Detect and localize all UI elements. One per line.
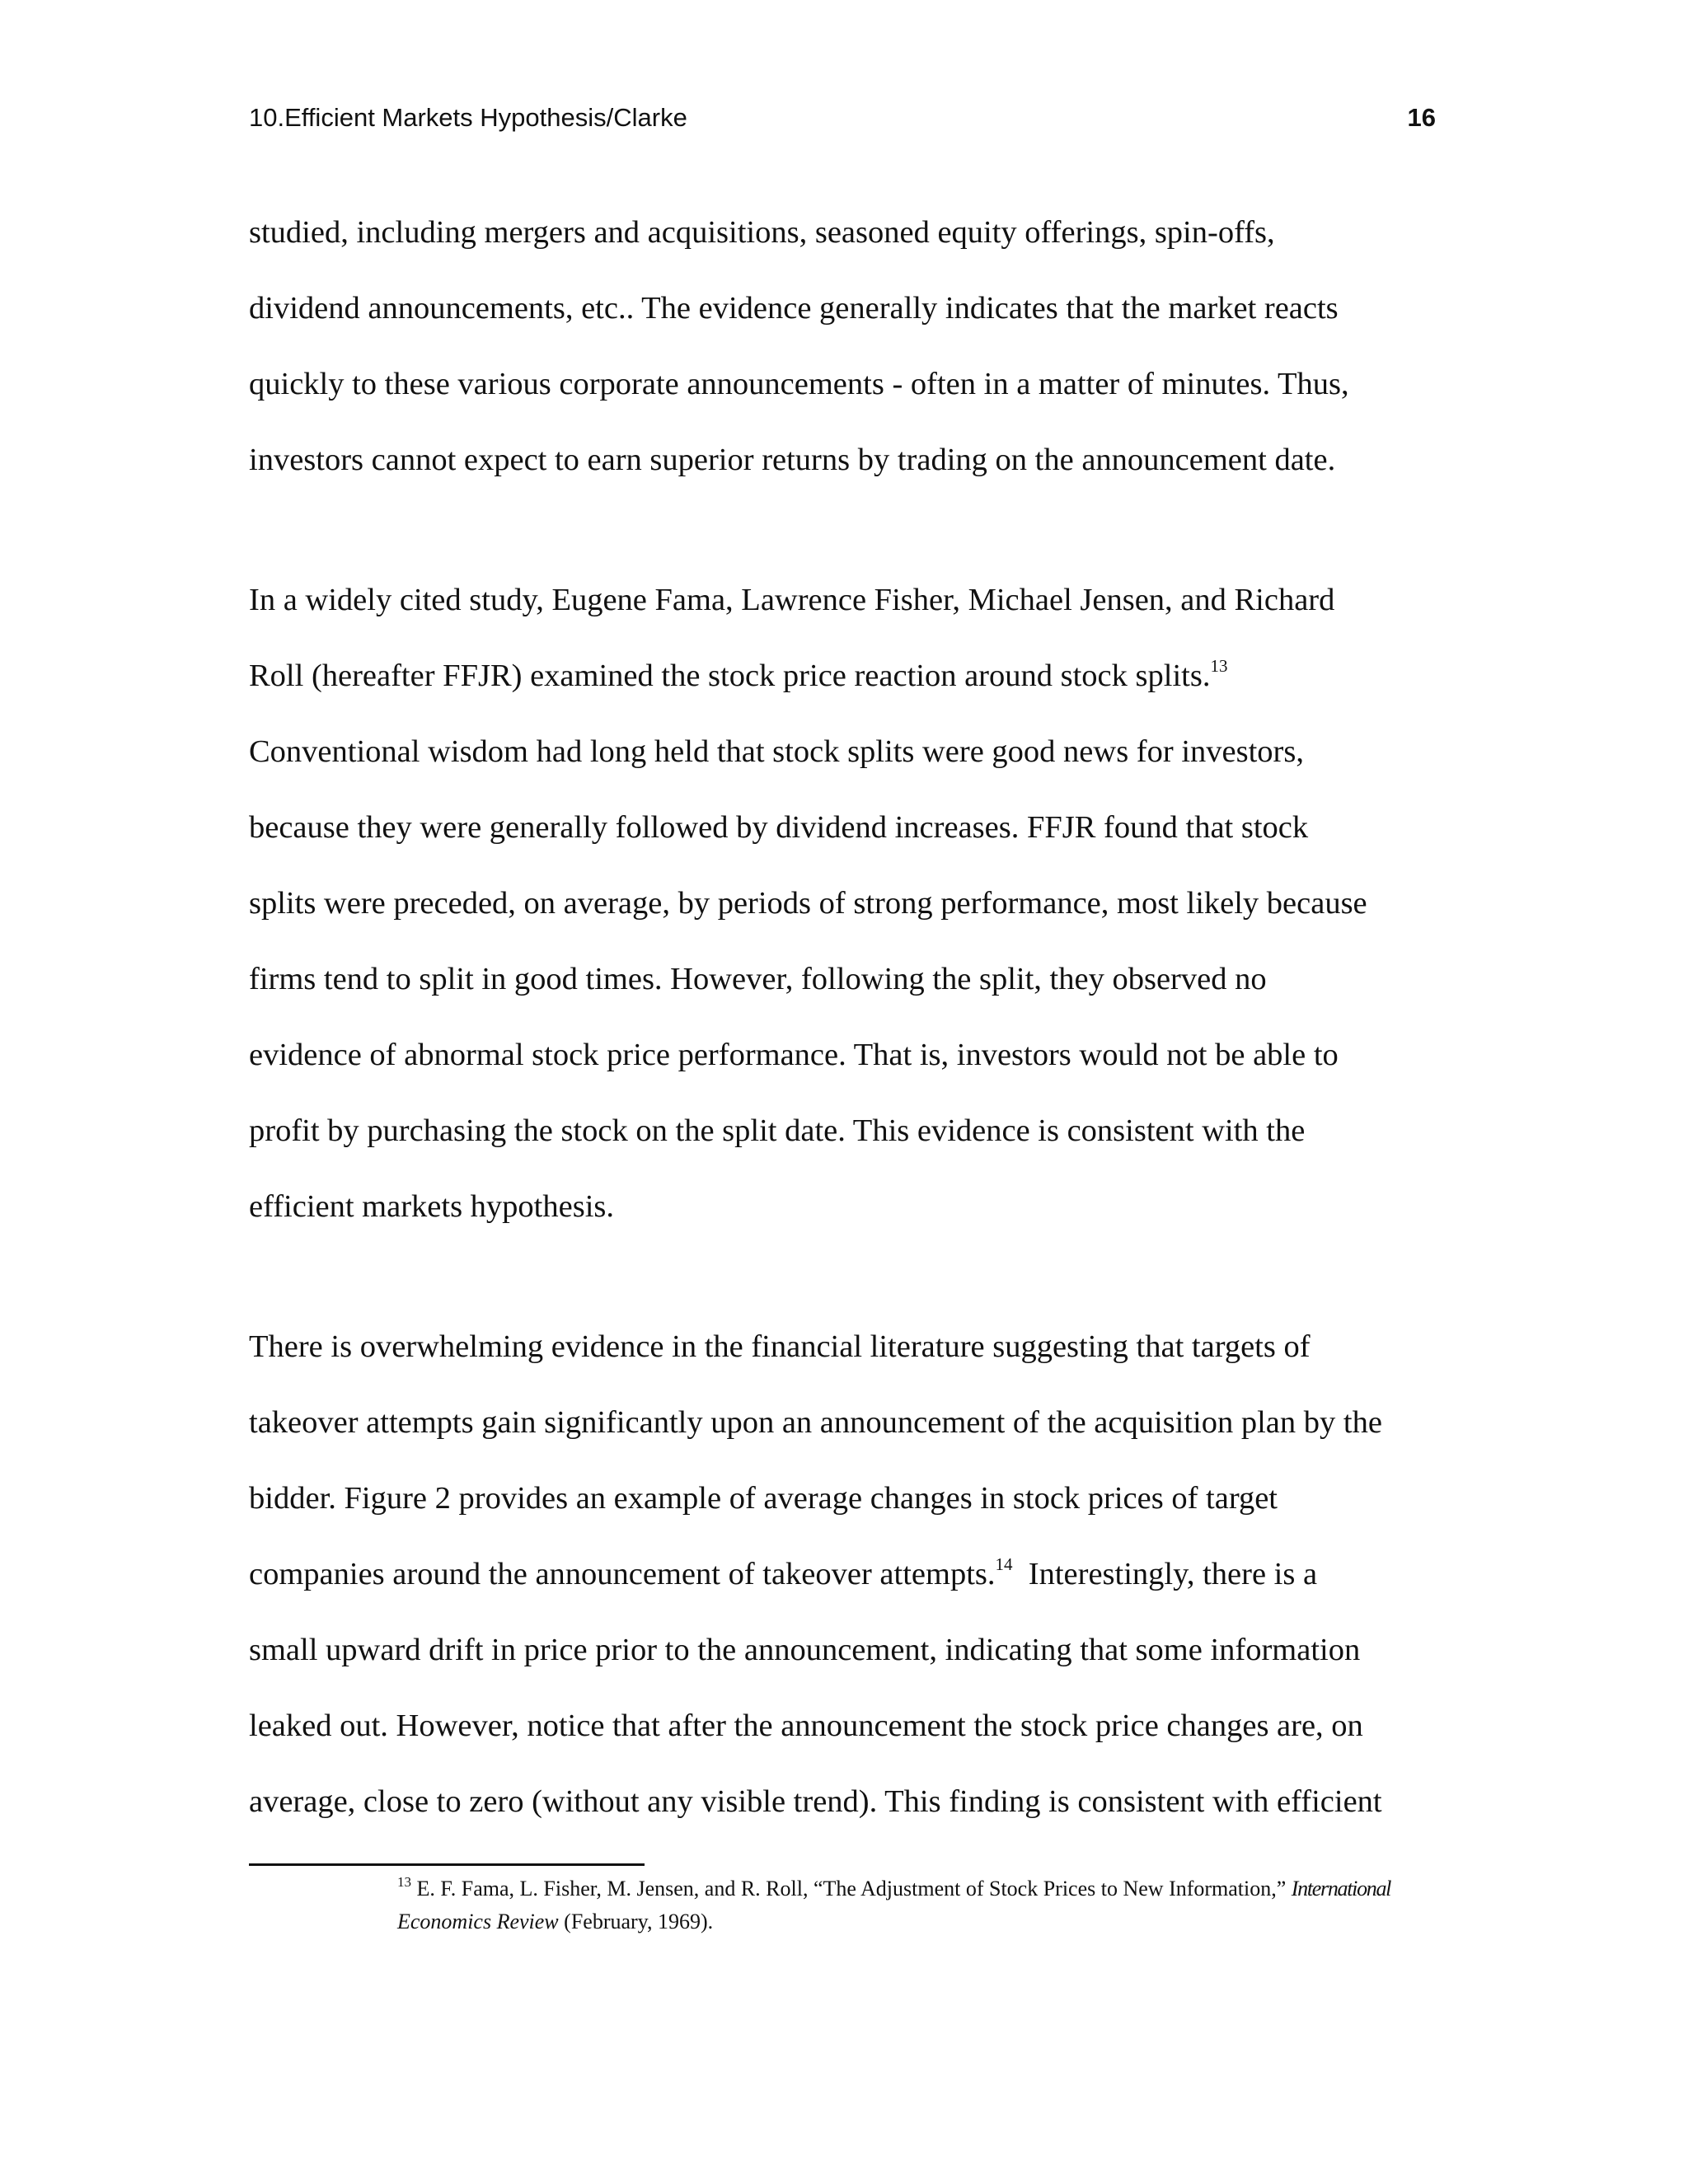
text-line: In a widely cited study, Eugene Fama, Lawrence Fisher, Michael Jensen, and Richard: [249, 583, 1335, 617]
footnote-details: (February, 1969).: [558, 1910, 714, 1933]
text-line: Conventional wisdom had long held that stock splits were good news for investors,: [249, 734, 1304, 769]
footnote-line: [397, 1905, 1436, 1938]
paragraph-2: [249, 562, 1419, 1244]
running-header: [249, 98, 1436, 138]
text-line: evidence of abnormal stock price performance. That is, investors would not be able to: [249, 1038, 1339, 1072]
text-line: because they were generally followed by dividend increases. FFJR found that stock: [249, 810, 1309, 845]
header-title: 10.Efficient Markets Hypothesis/Clarke: [249, 103, 687, 132]
paragraph-1: [249, 194, 1419, 498]
text-line-continuation: Interestingly, there is a: [1012, 1557, 1318, 1591]
text-line: [249, 638, 1419, 714]
footnote-13: [397, 1872, 1436, 1938]
text-line: quickly to these various corporate announcements - often in a matter of minutes. Thus,: [249, 367, 1349, 401]
footnote-line: [397, 1872, 1436, 1905]
footnote-separator: [249, 1863, 645, 1866]
text-line: splits were preceded, on average, by periods of strong performance, most likely because: [249, 886, 1367, 921]
text-line: There is overwhelming evidence in the financial literature suggesting that targets of: [249, 1329, 1311, 1364]
page-number: 16: [1407, 103, 1436, 132]
footnote-citation: E. F. Fama, L. Fisher, M. Jensen, and R. Roll, “The Adjustment of Stock Prices to New Information,”: [411, 1877, 1292, 1900]
footnote-journal-part1: International: [1291, 1877, 1391, 1900]
body-text: [249, 194, 1419, 1840]
text-line: small upward drift in price prior to the announcement, indicating that some information: [249, 1633, 1361, 1667]
footnote-number: 13: [397, 1874, 411, 1890]
text-line-content: companies around the announcement of takeover attempts.: [249, 1557, 996, 1591]
paragraph-3: [249, 1309, 1419, 1840]
text-line: bidder. Figure 2 provides an example of average changes in stock prices of target: [249, 1481, 1278, 1516]
text-line-content: Roll (hereafter FFJR) examined the stock price reaction around stock splits.: [249, 658, 1211, 693]
text-line: takeover attempts gain significantly upon an announcement of the acquisition plan by the: [249, 1405, 1382, 1440]
text-line: studied, including mergers and acquisitions, seasoned equity offerings, spin-offs,: [249, 215, 1275, 250]
text-line: profit by purchasing the stock on the split date. This evidence is consistent with the: [249, 1113, 1306, 1148]
text-line: efficient markets hypothesis.: [249, 1189, 614, 1224]
text-line: leaked out. However, notice that after the announcement the stock price changes are, on: [249, 1708, 1363, 1743]
footnote-journal-part2: Economics Review: [397, 1910, 559, 1933]
paragraph-gap: [249, 498, 1419, 562]
text-line: investors cannot expect to earn superior returns by trading on the announcement date.: [249, 443, 1336, 477]
footnote-reference-13[interactable]: 13: [1210, 656, 1228, 676]
text-line: dividend announcements, etc.. The evidence generally indicates that the market reacts: [249, 291, 1339, 326]
text-line: [249, 1536, 1419, 1612]
footnote-reference-14[interactable]: 14: [995, 1554, 1013, 1574]
paragraph-gap: [249, 1244, 1419, 1309]
text-line: average, close to zero (without any visible trend). This finding is consistent with efficient: [249, 1784, 1382, 1819]
text-line: firms tend to split in good times. However, following the split, they observed no: [249, 962, 1267, 996]
